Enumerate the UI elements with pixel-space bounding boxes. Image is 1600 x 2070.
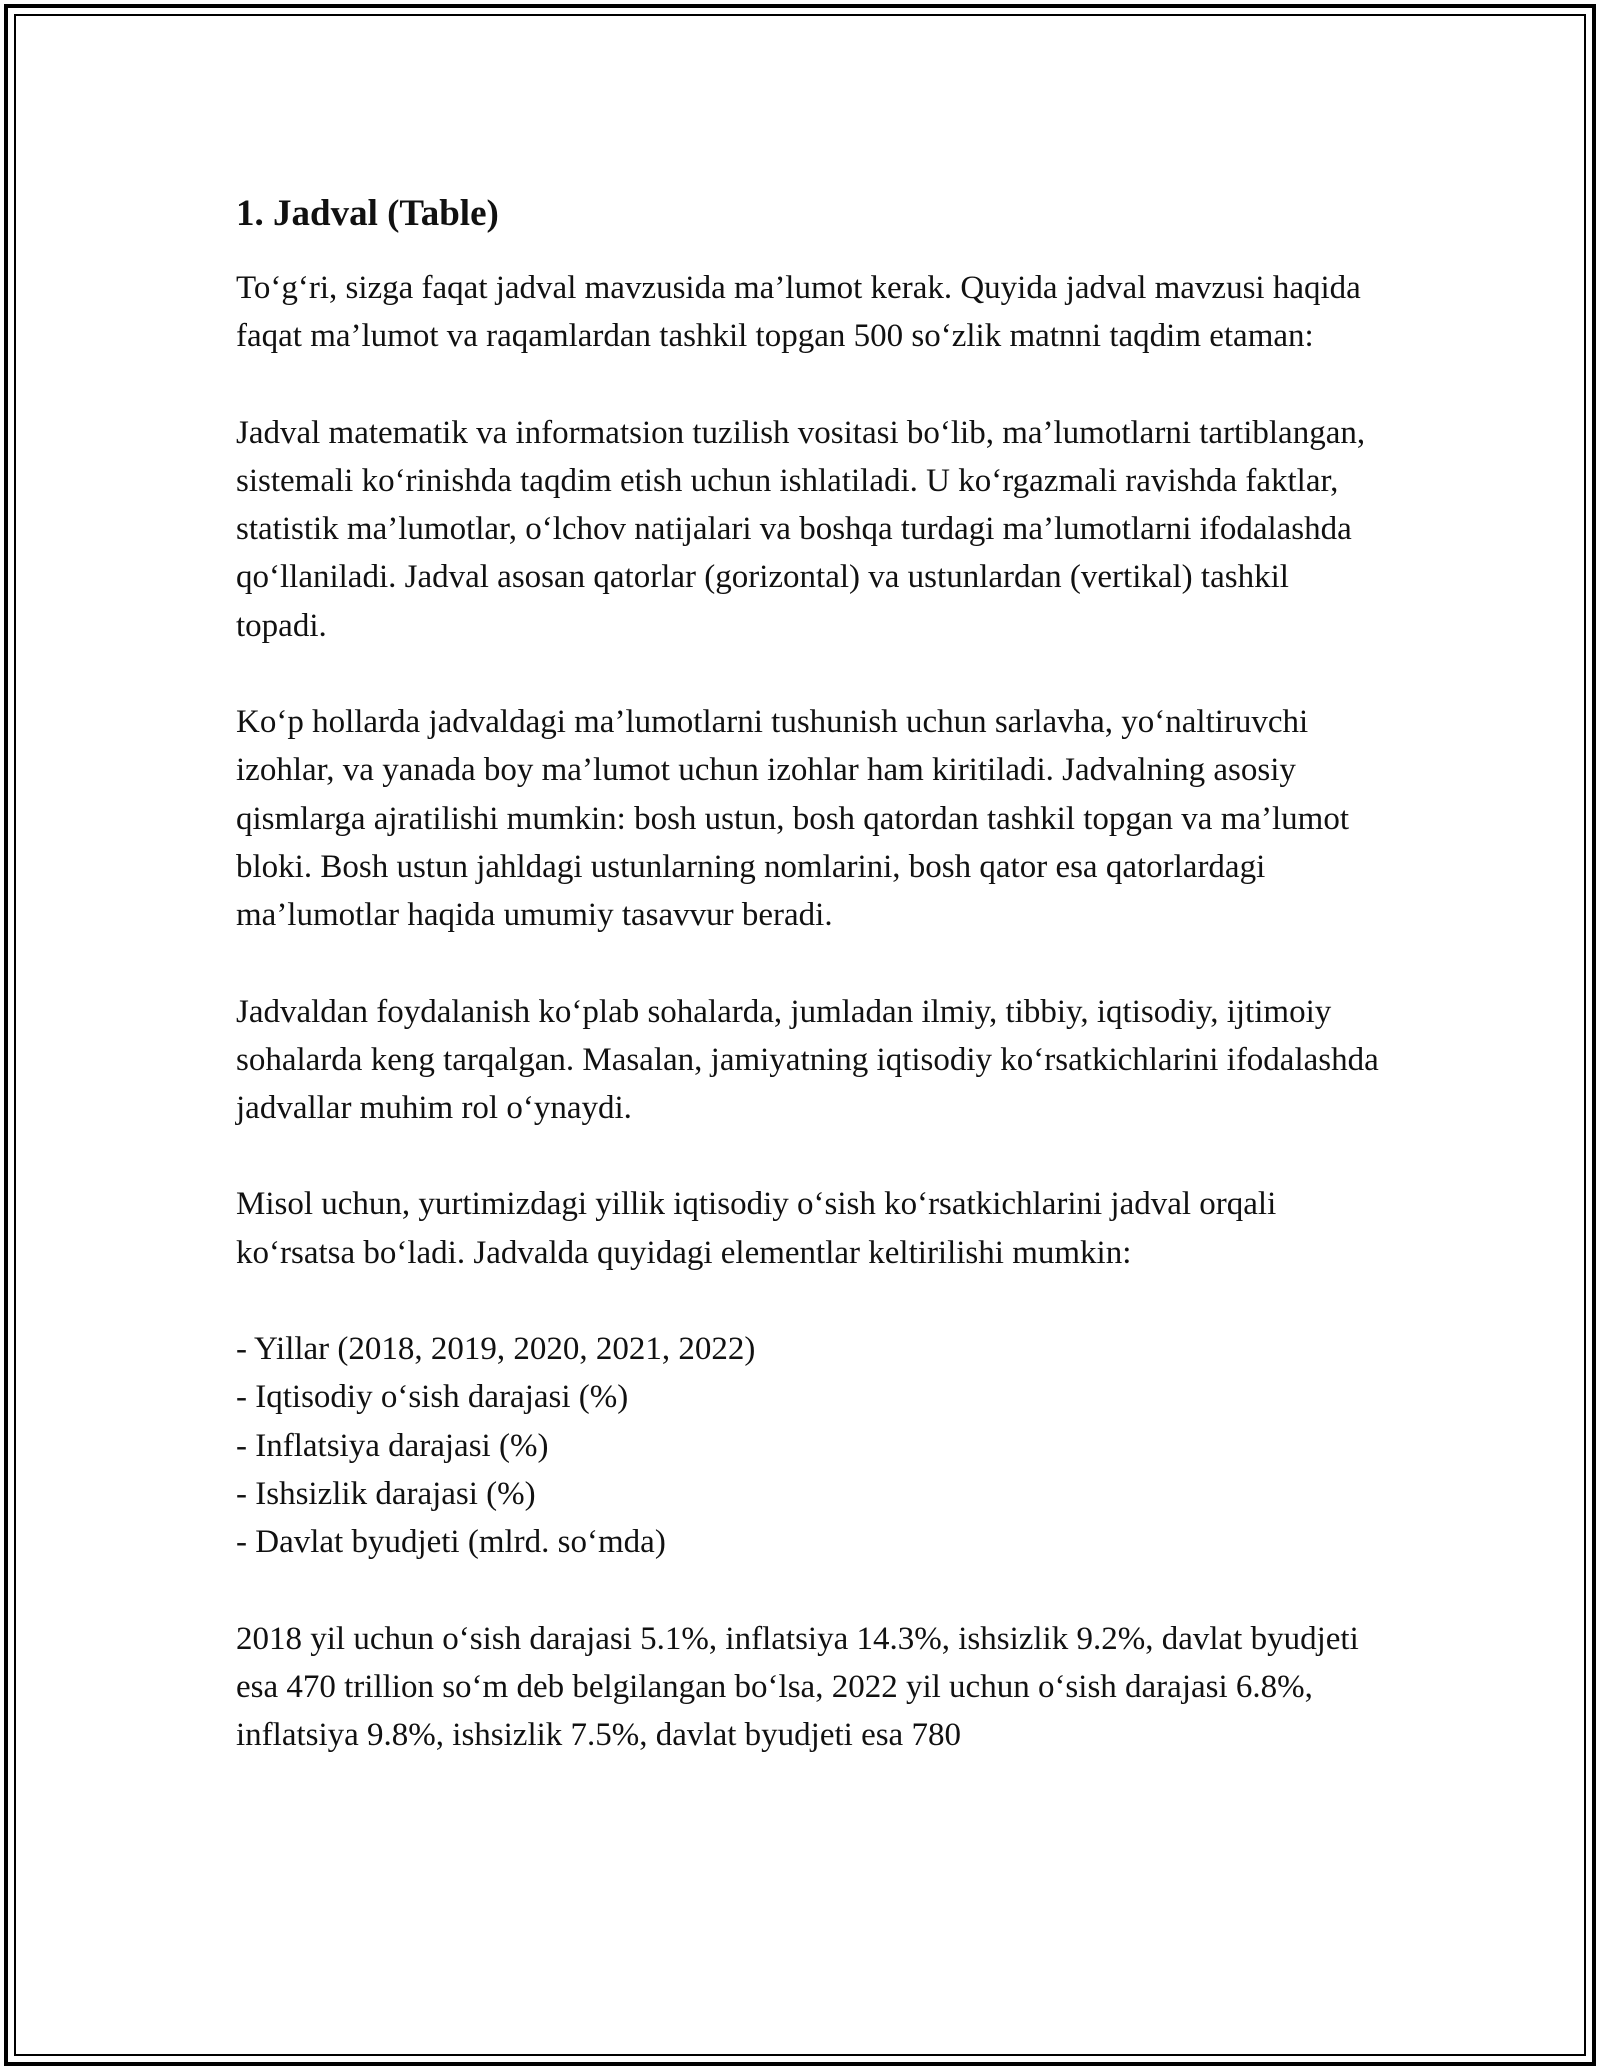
- document-body: [236, 186, 1386, 1759]
- paragraph-definition: Jadval matematik va informatsion tuzilish vositasi bo‘lib, ma’lumotlarni tartiblangan, sistemali ko‘rinishda taqdim etish uchun ishlatiladi. U ko‘rgazmali ravishda faktlar, statistik ma’lumotlar, o‘lchov natijalari va boshqa turdagi ma’lumotlarni ifodalashda qo‘llaniladi. Jadval asosan qatorlar (gorizontal) va ustunlardan (vertikal) tashkil topadi.: [236, 414, 1366, 644]
- list-item: - Ishsizlik darajasi (%): [236, 1475, 536, 1512]
- document-title: 1. Jadval (Table): [236, 193, 499, 234]
- paragraph-example: Misol uchun, yurtimizdagi yillik iqtisodiy o‘sish ko‘rsatkichlarini jadval orqali ko‘rsatsa bo‘ladi. Jadvalda quyidagi elementlar keltirilishi mumkin:: [236, 1186, 1277, 1271]
- paragraph-figures: 2018 yil uchun o‘sish darajasi 5.1%, inflatsiya 14.3%, ishsizlik 9.2%, davlat byudjeti esa 470 trillion so‘m deb belgilangan bo‘lsa, 2022 yil uchun o‘sish darajasi 6.8%, inflatsiya 9.8%, ishsizlik 7.5%, davlat byudjeti esa 780: [236, 1620, 1359, 1754]
- paragraph-structure: Ko‘p hollarda jadvaldagi ma’lumotlarni tushunish uchun sarlavha, yo‘naltiruvchi izohlar, va yanada boy ma’lumot uchun izohlar ham kiritiladi. Jadvalning asosiy qismlarga ajratilishi mumkin: bosh ustun, bosh qatordan tashkil topgan va ma’lumot bloki. Bosh ustun jahldagi ustunlarning nomlarini, bosh qator esa qatorlardagi ma’lumotlar haqida umumiy tasavvur beradi.: [236, 704, 1350, 934]
- list-item: - Inflatsiya darajasi (%): [236, 1427, 549, 1464]
- list-item: - Yillar (2018, 2019, 2020, 2021, 2022): [236, 1331, 756, 1368]
- paragraph-intro: To‘g‘ri, sizga faqat jadval mavzusida ma’lumot kerak. Quyida jadval mavzusi haqida faqat ma’lumot va raqamlardan tashkil topgan 500 so‘zlik matnni taqdim etaman:: [236, 270, 1361, 355]
- paragraph-usage: Jadvaldan foydalanish ko‘plab sohalarda, jumladan ilmiy, tibbiy, iqtisodiy, ijtimoiy sohalarda keng tarqalgan. Masalan, jamiyatning iqtisodiy ko‘rsatkichlarini ifodalashda jadvallar muhim rol o‘ynaydi.: [236, 993, 1379, 1127]
- list-item: - Davlat byudjeti (mlrd. so‘mda): [236, 1524, 666, 1561]
- list-item: - Iqtisodiy o‘sish darajasi (%): [236, 1379, 629, 1416]
- element-list: [236, 1325, 1386, 1566]
